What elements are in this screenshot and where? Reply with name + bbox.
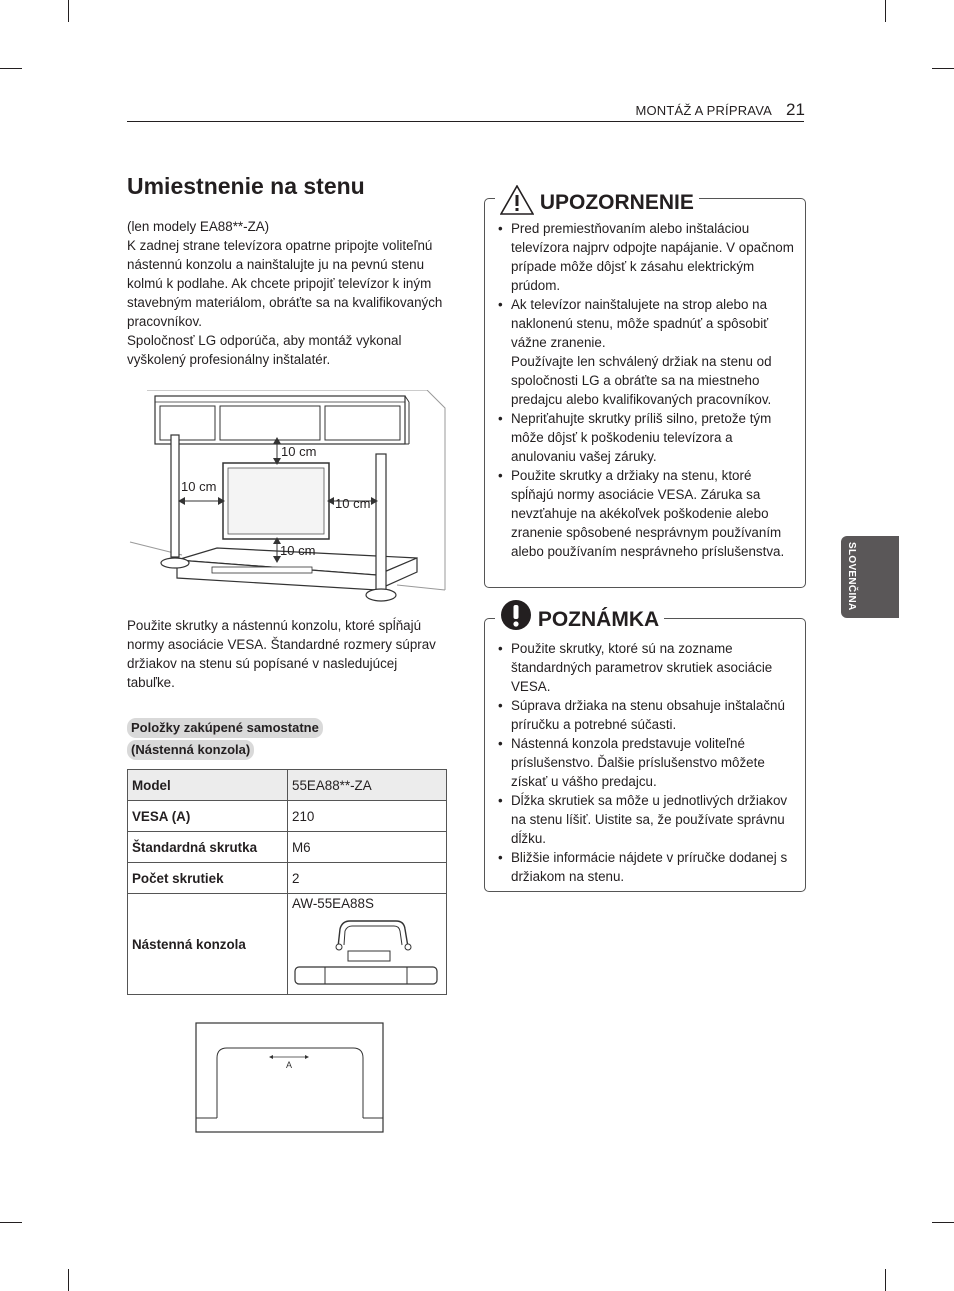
table-row [128, 894, 447, 995]
table-cell-label: Model [128, 770, 288, 801]
note-title: POZNÁMKA [537, 608, 660, 631]
vesa-paragraph: Použite skrutky a nástennú konzolu, ktoré spĺňajú normy asociácie VESA. Štandardné rozmery súprav držiakov na stenu sú popísané v nasledujúcej tabuľke. [127, 618, 436, 690]
caution-title: UPOZORNENIE [539, 191, 694, 214]
list-item: • Použite skrutky, ktoré sú na zozname štandardných parametrov skrutiek asociácie VESA. [485, 639, 797, 696]
crop-mark [885, 1269, 886, 1291]
crop-mark [932, 68, 954, 69]
note-heading [495, 599, 664, 632]
clearance-label-right: 10 cm [335, 496, 371, 511]
caution-item-text: Používajte len schválený držiak na stenu od spoločnosti LG a obráťte sa na miestneho predajcu alebo kvalifikovaných pracovníkov. [511, 354, 772, 407]
crop-mark [68, 1269, 69, 1291]
caution-item-text: Pred premiestňovaním alebo inštaláciou televízora najprv odpojte napájanie. V opačnom prípade môže dôjsť k zásahu elektrickým prúdom. [511, 221, 794, 293]
table-row [128, 770, 447, 801]
intro-paragraph-1: K zadnej strane televízora opatrne pripojte voliteľnú nástennú konzolu a nainštalujte ju na pevnú stenu kolmú k podlahe. Ak chcete pripojiť televízor k iným stavebným materiálom, obráťte sa na kvalifikovaných pracovníkov. [127, 238, 443, 329]
caution-item-text: Použite skrutky a držiaky na stenu, ktoré spĺňajú normy asociácie VESA. Záruka sa nevzťahuje na akékoľvek poškodenie alebo zranenie spôsobené nesprávnym používaním alebo používaním nesprávneho príslušenstva. [511, 468, 785, 559]
purchase-separately-tag-line-2: (Nástenná konzola) [127, 740, 254, 760]
language-side-tab [841, 536, 899, 618]
crop-mark [0, 68, 22, 69]
spec-table [127, 769, 447, 995]
caution-item-text: Nepriťahujte skrutky príliš silno, pretože tým môže dôjsť k poškodeniu televízora a anulovaniu vašej záruky. [511, 411, 772, 464]
table-row [128, 832, 447, 863]
clearance-label-bottom: 10 cm [280, 543, 316, 558]
list-item: • Bližšie informácie nájdete v príručke dodanej s držiakom na stenu. [485, 848, 797, 886]
intro-text [127, 217, 457, 369]
table-cell-value: 55EA88**-ZA [288, 770, 447, 801]
crop-mark [68, 0, 69, 22]
exclamation-circle-icon [500, 599, 532, 631]
vesa-dimension-label: A [286, 1060, 293, 1070]
crop-mark [932, 1222, 954, 1223]
table-cell-label: VESA (A) [128, 801, 288, 832]
list-item [485, 219, 797, 295]
table-cell-value: 210 [288, 801, 447, 832]
tv-back-vesa-diagram [195, 1022, 385, 1134]
wall-mount-clearance-diagram [127, 390, 447, 605]
table-cell-label: Počet skrutiek [128, 863, 288, 894]
list-item: • Súprava držiaka na stenu obsahuje inštalačnú príručku a potrebné súčasti. [485, 696, 797, 734]
warning-triangle-icon [500, 185, 534, 215]
table-row [128, 801, 447, 832]
table-cell-label: Štandardná skrutka [128, 832, 288, 863]
list-item: • Nástenná konzola predstavuje voliteľné príslušenstvo. Ďalšie príslušenstvo môžete získať u vášho predajcu. [485, 734, 797, 791]
table-cell-label: Nástenná konzola [128, 894, 288, 995]
bracket-model: AW-55EA88S [292, 896, 374, 911]
note-box [484, 608, 806, 892]
language-label: SLOVENČINA [846, 542, 857, 611]
crop-mark [0, 1222, 22, 1223]
caution-list [485, 219, 797, 561]
table-row [128, 863, 447, 894]
intro-paragraph-2: Spoločnosť LG odporúča, aby montáž vykonal vyškolený profesionálny inštalatér. [127, 333, 402, 367]
table-cell-value: 2 [288, 863, 447, 894]
clearance-label-left: 10 cm [181, 479, 217, 494]
list-item: • Dĺžka skrutiek sa môže u jednotlivých držiakov na stenu líšiť. Uistite sa, že používate správnu dĺžku. [485, 791, 797, 848]
list-item [485, 295, 797, 409]
clearance-label-top: 10 cm [281, 444, 317, 459]
header-section-title: MONTÁŽ A PRÍPRAVA [635, 103, 772, 118]
note-list [485, 639, 797, 886]
header-rule [127, 121, 804, 122]
models-note: (len modely EA88**-ZA) [127, 219, 270, 234]
caution-heading [495, 185, 699, 215]
list-item [485, 466, 797, 561]
caution-box [484, 191, 806, 588]
page-number: 21 [786, 100, 805, 119]
page-title: Umiestnenie na stenu [127, 173, 365, 199]
purchase-separately-tag-line-1: Položky zakúpené samostatne [127, 718, 323, 738]
table-cell-value: M6 [288, 832, 447, 863]
list-item [485, 409, 797, 466]
crop-mark [885, 0, 886, 22]
wall-bracket-image [292, 915, 442, 987]
caution-item-text: Ak televízor nainštalujete na strop alebo na naklonenú stenu, môže spadnúť a spôsobiť vážne zranenie. [511, 297, 769, 350]
table-cell-value-bracket [288, 894, 447, 995]
